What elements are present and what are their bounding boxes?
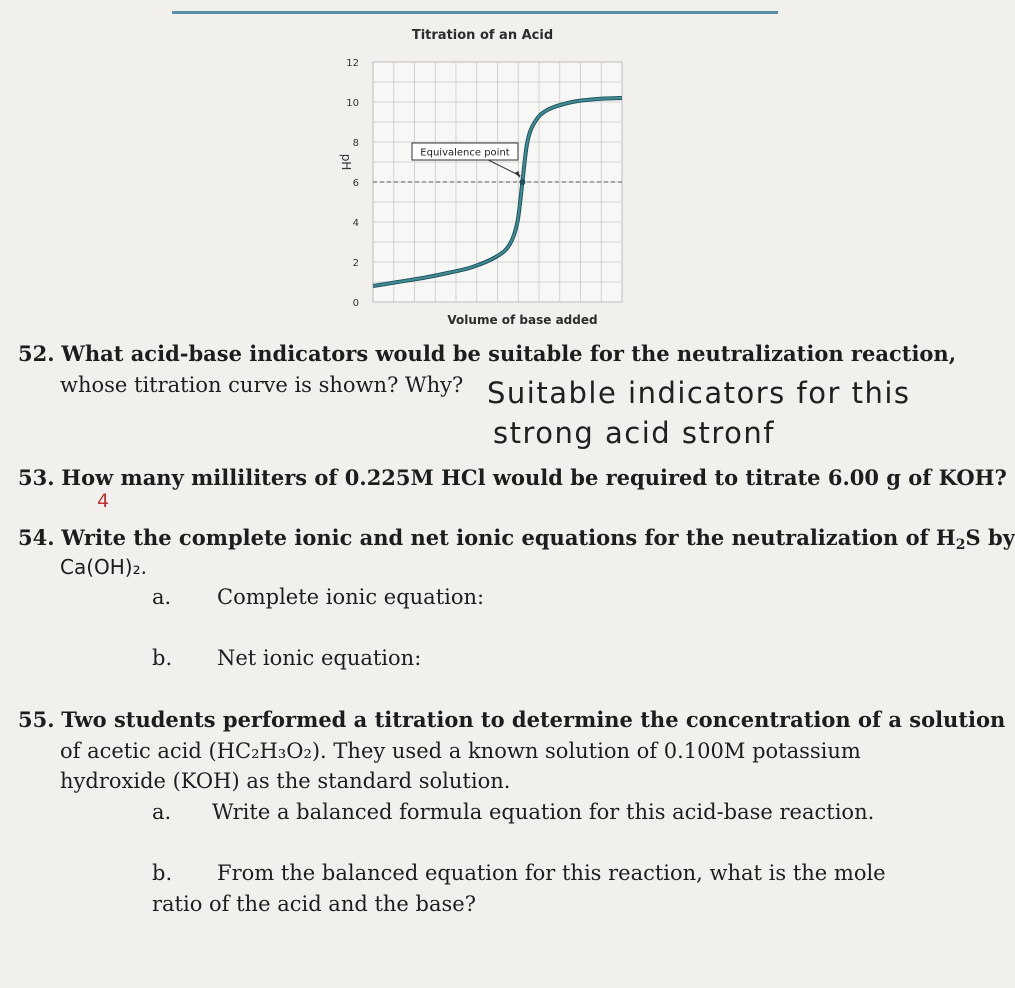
q53-text: How many milliliters of 0.225M HCl would be required to titrate 6.00 g of KOH? (61, 465, 1007, 490)
chart-title: Titration of an Acid (411, 28, 554, 43)
q54a-text: Complete ionic equation: (217, 585, 485, 609)
q55-line3: hydroxide (KOH) as the standard solution. (60, 769, 511, 793)
annotation-label: Equivalence point (420, 147, 510, 159)
q55b-label: b. (152, 861, 173, 885)
q52-answer-line2: strong acid stronf (493, 416, 776, 450)
y-tick-label: 0 (352, 298, 359, 309)
q54-text-before: Write the complete ionic and net ionic equations for the neutralization of H (61, 525, 956, 550)
q54b-label: b. (152, 646, 173, 670)
q54a-label: a. (152, 585, 172, 609)
titration-chart (300, 20, 640, 340)
y-tick-label: 6 (352, 178, 359, 189)
q54-line2: Ca(OH)₂. (60, 555, 147, 579)
q54b-text: Net ionic equation: (217, 646, 422, 670)
y-axis-label: pH (339, 153, 353, 171)
q54-number: 54. (18, 525, 55, 550)
q55-number: 55. (18, 707, 55, 732)
x-axis-label: Volume of base added (447, 313, 598, 327)
q55-text: Two students performed a titration to determine the concentration of a solution (61, 707, 1006, 732)
titration-chart-svg (300, 20, 640, 340)
y-tick-label: 2 (352, 258, 359, 269)
q54-line1 (18, 522, 1015, 561)
y-tick-label: 10 (346, 98, 359, 109)
q53-handwritten: 4 (97, 490, 110, 512)
q52-text: What acid-base indicators would be suitable for the neutralization reaction, (61, 341, 957, 366)
equivalence-point-marker (519, 179, 525, 185)
q55-line2: of acetic acid (HC₂H₃O₂). They used a known solution of 0.100M potassium (60, 739, 861, 763)
q53-number: 53. (18, 465, 55, 490)
y-tick-label: 4 (352, 218, 359, 229)
q53-line (18, 462, 1007, 494)
q55a-label: a. (152, 800, 172, 824)
q55-line1 (18, 704, 1005, 736)
q54-text-after: S by (965, 525, 1015, 550)
q55b-text: From the balanced equation for this reaction, what is the mole (217, 861, 886, 885)
y-tick-label: 8 (352, 138, 359, 149)
y-tick-label: 12 (346, 58, 359, 69)
q52-line1 (18, 338, 956, 370)
q52-line2: whose titration curve is shown? Why? (60, 373, 464, 397)
q55a-text: Write a balanced formula equation for this acid-base reaction. (212, 800, 875, 824)
q55b-line2: ratio of the acid and the base? (152, 892, 476, 916)
top-rule (172, 11, 778, 14)
q54-h2s-sub: 2 (955, 537, 966, 553)
q52-number: 52. (18, 341, 55, 366)
q52-answer-line1: Suitable indicators for this (487, 376, 911, 410)
